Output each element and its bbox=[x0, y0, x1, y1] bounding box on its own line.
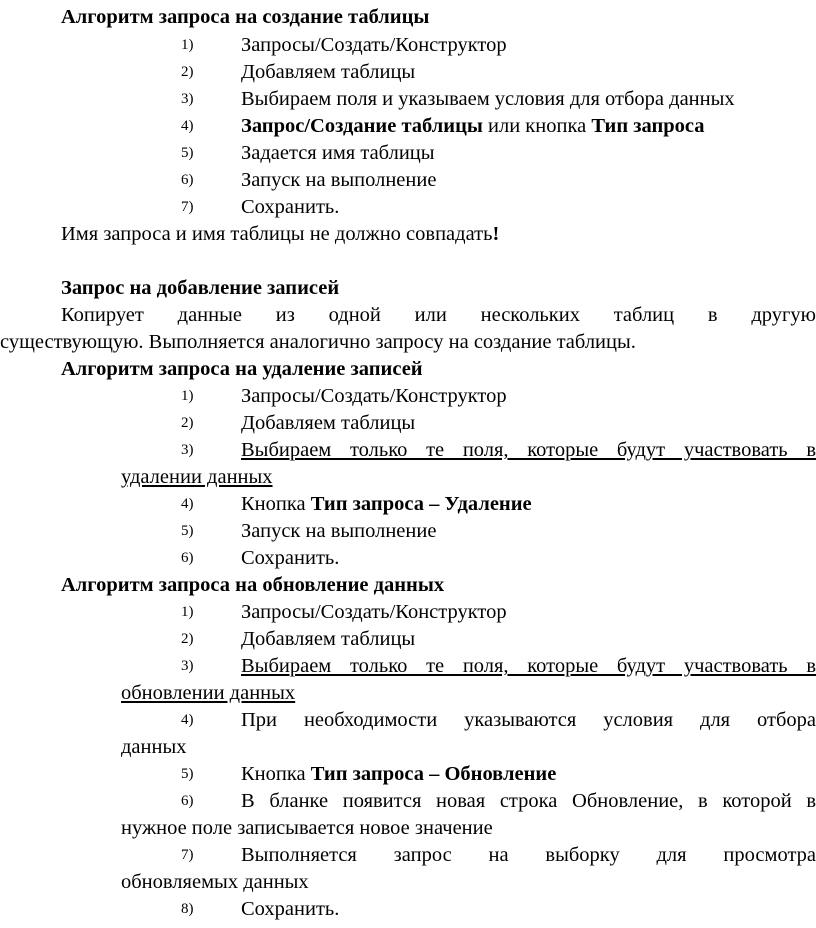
list-text: Сохранить. bbox=[241, 547, 340, 569]
list-number: 3) bbox=[181, 658, 194, 674]
paragraph-line: Копирует данные из одной или нескольких таблиц в другую bbox=[61, 304, 816, 326]
list-item bbox=[0, 59, 816, 86]
list-item bbox=[0, 32, 816, 59]
list-item bbox=[0, 707, 816, 734]
paragraph-line: существующую. Выполняется аналогично запросу на создание таблицы. bbox=[0, 331, 636, 353]
list-text: Добавляем таблицы bbox=[241, 412, 416, 434]
list-text bbox=[241, 761, 556, 788]
list-text: Запросы/Создать/Конструктор bbox=[241, 34, 507, 56]
list-number: 1) bbox=[181, 604, 194, 620]
list-item bbox=[0, 491, 816, 518]
list-text: Выбираем только те поля, которые будут участвовать в bbox=[241, 655, 816, 677]
note-paragraph bbox=[61, 221, 499, 248]
list-text: Добавляем таблицы bbox=[241, 61, 416, 83]
plain-text: Кнопка bbox=[241, 493, 311, 515]
list-item bbox=[0, 842, 816, 869]
note-text: Имя запроса и имя таблицы не должно совпадать bbox=[61, 223, 493, 245]
list-text: Добавляем таблицы bbox=[241, 628, 416, 650]
list-text-continuation: обновляемых данных bbox=[121, 871, 309, 893]
bold-term: Тип запроса – Удаление bbox=[310, 493, 532, 515]
list-number: 3) bbox=[181, 442, 194, 458]
section-delete-records-heading: Алгоритм запроса на удаление записей bbox=[61, 358, 423, 380]
list-text: Запуск на выполнение bbox=[241, 169, 437, 191]
list-item bbox=[0, 599, 816, 626]
list-text: При необходимости указываются условия для отбора bbox=[241, 709, 816, 731]
list-item bbox=[0, 626, 816, 653]
list-number: 2) bbox=[181, 64, 194, 80]
list-item bbox=[0, 437, 816, 464]
list-text bbox=[241, 113, 705, 140]
list-item bbox=[0, 653, 816, 680]
list-text-continuation: данных bbox=[121, 736, 187, 758]
list-item bbox=[0, 167, 816, 194]
list-text bbox=[241, 491, 532, 518]
plain-text: или кнопка bbox=[482, 115, 592, 137]
list-text-continuation: нужное поле записывается новое значение bbox=[121, 817, 493, 839]
list-number: 1) bbox=[181, 388, 194, 404]
list-number: 7) bbox=[181, 199, 194, 215]
list-number: 6) bbox=[181, 793, 194, 809]
list-text-continuation: обновлении данных bbox=[121, 682, 296, 704]
list-item bbox=[0, 761, 816, 788]
list-number: 3) bbox=[181, 91, 194, 107]
bold-term: Тип запроса bbox=[591, 115, 705, 137]
list-item bbox=[0, 545, 816, 572]
list-text: Выбираем только те поля, которые будут участвовать в bbox=[241, 439, 816, 461]
list-number: 8) bbox=[181, 901, 194, 917]
list-number: 4) bbox=[181, 118, 194, 134]
list-item bbox=[0, 86, 816, 113]
list-text: Выполняется запрос на выборку для просмотра bbox=[241, 844, 816, 866]
list-text: Запросы/Создать/Конструктор bbox=[241, 385, 507, 407]
list-item bbox=[0, 194, 816, 221]
list-number: 1) bbox=[181, 37, 194, 53]
list-number: 2) bbox=[181, 631, 194, 647]
list-text: Запуск на выполнение bbox=[241, 520, 437, 542]
list-item bbox=[0, 383, 816, 410]
list-item bbox=[0, 896, 816, 923]
list-number: 6) bbox=[181, 172, 194, 188]
list-text-continuation: удалении данных bbox=[121, 466, 273, 488]
list-item bbox=[0, 113, 816, 140]
list-item bbox=[0, 518, 816, 545]
list-number: 7) bbox=[181, 847, 194, 863]
list-item bbox=[0, 788, 816, 815]
note-exclamation: ! bbox=[492, 223, 500, 245]
list-text: Сохранить. bbox=[241, 196, 340, 218]
section-create-table-heading: Алгоритм запроса на создание таблицы bbox=[61, 6, 430, 28]
bold-term: Тип запроса – Обновление bbox=[310, 763, 557, 785]
section-update-data-heading: Алгоритм запроса на обновление данных bbox=[61, 574, 445, 596]
list-number: 6) bbox=[181, 550, 194, 566]
list-item bbox=[0, 140, 816, 167]
plain-text: Кнопка bbox=[241, 763, 311, 785]
list-number: 4) bbox=[181, 496, 194, 512]
list-text: Задается имя таблицы bbox=[241, 142, 435, 164]
list-item bbox=[0, 410, 816, 437]
list-number: 5) bbox=[181, 766, 194, 782]
list-number: 4) bbox=[181, 712, 194, 728]
list-number: 5) bbox=[181, 523, 194, 539]
list-text: В бланке появится новая строка Обновление, в которой в bbox=[241, 790, 816, 812]
bold-term: Запрос/Создание таблицы bbox=[241, 115, 483, 137]
section-append-records-heading: Запрос на добавление записей bbox=[61, 277, 340, 299]
list-text: Запросы/Создать/Конструктор bbox=[241, 601, 507, 623]
list-number: 5) bbox=[181, 145, 194, 161]
list-text: Выбираем поля и указываем условия для отбора данных bbox=[241, 88, 735, 110]
list-number: 2) bbox=[181, 415, 194, 431]
list-text: Сохранить. bbox=[241, 898, 340, 920]
